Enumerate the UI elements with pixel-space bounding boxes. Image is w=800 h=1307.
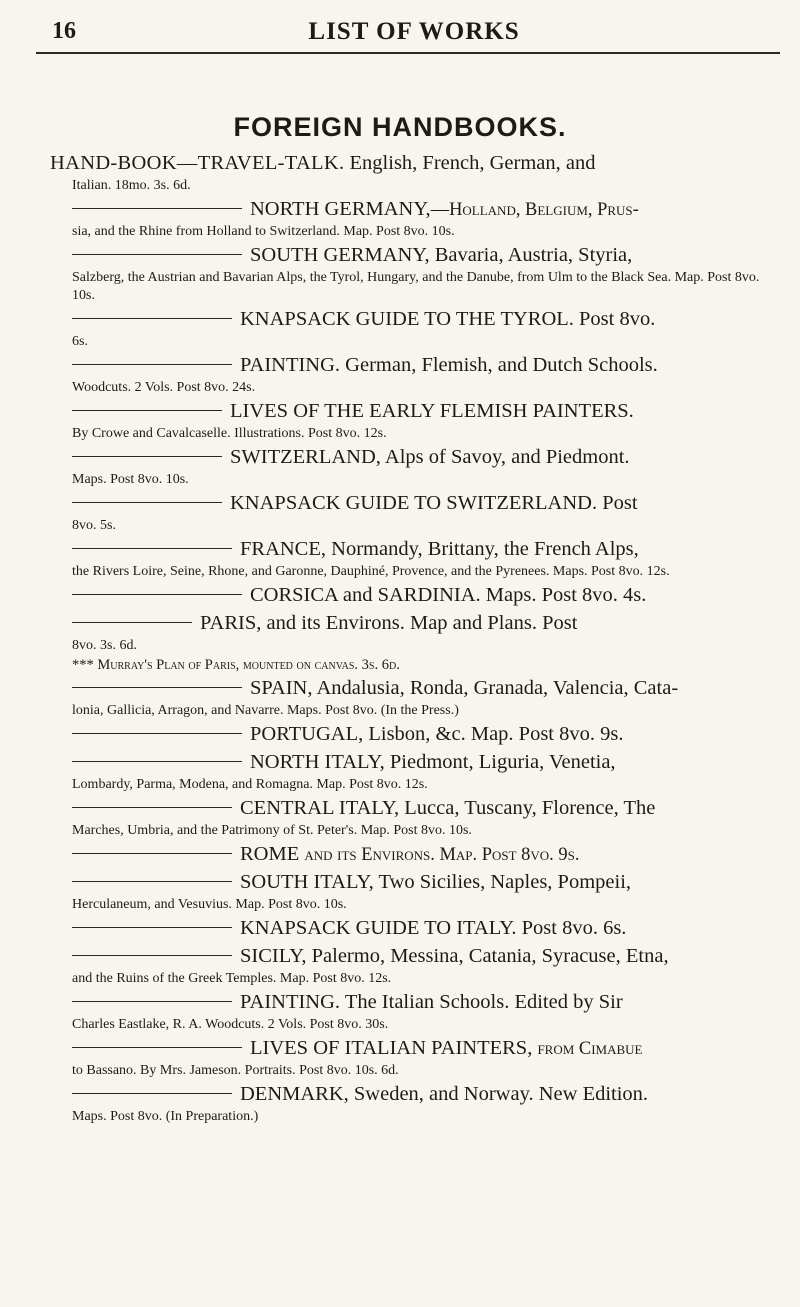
entry-heading: NORTH GERMANY, [250, 198, 431, 220]
ditto-rule [72, 807, 232, 808]
list-item [72, 749, 776, 794]
entry-description: the Rivers Loire, Seine, Rhone, and Garonne, Dauphiné, Provence, and the Pyrenees. Maps. Post 8vo. 12s. [72, 564, 670, 579]
list-item [72, 656, 776, 674]
ditto-rule [72, 594, 242, 595]
ditto-rule [72, 548, 232, 549]
entry-details: and its Environs. Map and Plans. Post [266, 612, 578, 634]
entry-heading: FRANCE, [240, 538, 327, 560]
entry-heading: HAND-BOOK—TRAVEL-TALK. [50, 152, 345, 174]
list-item [72, 915, 776, 942]
entry-heading: SOUTH GERMANY, [250, 244, 430, 266]
list-item [72, 610, 776, 655]
entry-description: and the Ruins of the Greek Temples. Map. Post 8vo. 12s. [72, 971, 392, 986]
ditto-rule [72, 622, 192, 623]
list-item [72, 841, 776, 868]
list-item [72, 721, 776, 748]
entry-description: to Bassano. By Mrs. Jameson. Portraits. Post 8vo. 10s. 6d. [72, 1063, 399, 1078]
list-item [50, 150, 776, 195]
entry-heading: SOUTH ITALY, [240, 871, 374, 893]
entry-details: Andalusia, Ronda, Granada, Valencia, Cata- [316, 677, 679, 699]
running-title: LIST OF WORKS [308, 18, 520, 45]
ditto-rule [72, 687, 242, 688]
entry-details: and its Environs. Map. Post 8vo. 9s. [304, 844, 580, 864]
entry-description: Herculaneum, and Vesuvius. Map. Post 8vo. 10s. [72, 897, 347, 912]
entry-description: 8vo. 5s. [72, 518, 116, 533]
entry-details: Palermo, Messina, Catania, Syracuse, Etna, [311, 945, 669, 967]
entry-details: Normandy, Brittany, the French Alps, [331, 538, 639, 560]
list-item [72, 196, 776, 241]
ditto-rule [72, 318, 232, 319]
entry-details: Bavaria, Austria, Styria, [434, 244, 633, 266]
ditto-rule [72, 733, 242, 734]
entry-heading: PAINTING. [240, 991, 341, 1013]
ditto-rule [72, 208, 242, 209]
ditto-rule [72, 456, 222, 457]
entry-heading: SWITZERLAND, [230, 446, 381, 468]
ditto-rule [72, 881, 232, 882]
entry-details: Lucca, Tuscany, Florence, The [404, 797, 656, 819]
entry-heading: ROME [240, 843, 300, 865]
list-item [72, 989, 776, 1034]
entry-heading: NORTH ITALY, [250, 751, 385, 773]
list-item [72, 582, 776, 609]
entry-details: Piedmont, Liguria, Venetia, [389, 751, 616, 773]
entry-heading: CENTRAL ITALY, [240, 797, 400, 819]
entry-details: —Holland, Belgium, Prus- [430, 199, 639, 219]
ditto-rule [72, 1001, 232, 1002]
entry-heading: LIVES OF THE EARLY FLEMISH PAINTERS. [230, 400, 634, 422]
ditto-rule [72, 254, 242, 255]
list-item [72, 1035, 776, 1080]
ditto-rule [72, 955, 232, 956]
entry-details: Two Sicilies, Naples, Pompeii, [378, 871, 632, 893]
entry-heading: PAINTING. [240, 354, 341, 376]
section-title: FOREIGN HANDBOOKS. [233, 112, 567, 142]
ditto-rule [72, 853, 232, 854]
entry-details: Alps of Savoy, and Piedmont. [384, 446, 630, 468]
page-header [52, 18, 776, 52]
list-item [72, 869, 776, 914]
entry-details: English, French, German, and [349, 152, 596, 174]
list-item [72, 1081, 776, 1126]
entry-details: Post [602, 492, 638, 514]
entry-heading: KNAPSACK GUIDE TO ITALY. [240, 917, 517, 939]
entry-description: sia, and the Rhine from Holland to Switzerland. Map. Post 8vo. 10s. [72, 224, 455, 239]
entry-heading: KNAPSACK GUIDE TO THE TYROL. [240, 308, 574, 330]
entry-description: Charles Eastlake, R. A. Woodcuts. 2 Vols. Post 8vo. 30s. [72, 1017, 389, 1032]
entry-description: Maps. Post 8vo. (In Preparation.) [72, 1109, 259, 1124]
entry-description: Marches, Umbria, and the Patrimony of St. Peter's. Map. Post 8vo. 10s. [72, 823, 472, 838]
ditto-rule [72, 410, 222, 411]
entry-description: 8vo. 3s. 6d. [72, 638, 137, 653]
list-item [72, 795, 776, 840]
entry-heading: CORSICA and SARDINIA. [250, 584, 481, 606]
entry-description: 6s. [72, 334, 88, 349]
entry-details: The Italian Schools. Edited by Sir [344, 991, 623, 1013]
entry-description: Italian. 18mo. 3s. 6d. [72, 178, 191, 193]
entry-heading: SPAIN, [250, 677, 313, 699]
entry-note: *** Murray's Plan of Paris, mounted on canvas. 3s. 6d. [72, 657, 400, 673]
entry-details: Lisbon, &c. Map. Post 8vo. 9s. [368, 723, 624, 745]
entry-heading: SICILY, [240, 945, 307, 967]
entry-heading: DENMARK, [240, 1083, 349, 1105]
ditto-rule [72, 1093, 232, 1094]
list-item [72, 398, 776, 443]
entry-heading: KNAPSACK GUIDE TO SWITZERLAND. [230, 492, 598, 514]
ditto-rule [72, 502, 222, 503]
list-item [72, 490, 776, 535]
list-item [72, 943, 776, 988]
entry-list [50, 150, 776, 1127]
entry-details: Post 8vo. 6s. [521, 917, 627, 939]
ditto-rule [72, 761, 242, 762]
page-number: 16 [52, 18, 76, 44]
entry-details: Sweden, and Norway. New Edition. [353, 1083, 649, 1105]
header-rule [36, 52, 780, 54]
entry-details: German, Flemish, and Dutch Schools. [345, 354, 658, 376]
entry-details: from Cimabue [537, 1038, 643, 1058]
ditto-rule [72, 927, 232, 928]
entry-heading: PARIS, [200, 612, 262, 634]
entry-details: Post 8vo. [579, 308, 656, 330]
list-item [72, 444, 776, 489]
entry-description: lonia, Gallicia, Arragon, and Navarre. Maps. Post 8vo. (In the Press.) [72, 703, 459, 718]
list-item [72, 352, 776, 397]
entry-description: Woodcuts. 2 Vols. Post 8vo. 24s. [72, 380, 256, 395]
entry-description: Lombardy, Parma, Modena, and Romagna. Map. Post 8vo. 12s. [72, 777, 428, 792]
list-item [72, 306, 776, 351]
ditto-rule [72, 364, 232, 365]
list-item [72, 675, 776, 720]
ditto-rule [72, 1047, 242, 1048]
entry-description: Salzberg, the Austrian and Bavarian Alps, the Tyrol, Hungary, and the Danube, from Ulm to the Black Sea. Map. Post 8vo. 10s. [72, 270, 760, 303]
entry-description: By Crowe and Cavalcaselle. Illustrations. Post 8vo. 12s. [72, 426, 387, 441]
entry-details: Maps. Post 8vo. 4s. [485, 584, 647, 606]
entry-heading: LIVES OF ITALIAN PAINTERS, [250, 1037, 533, 1059]
list-item [72, 536, 776, 581]
entry-heading: PORTUGAL, [250, 723, 364, 745]
entry-description: Maps. Post 8vo. 10s. [72, 472, 189, 487]
list-item [72, 242, 776, 305]
